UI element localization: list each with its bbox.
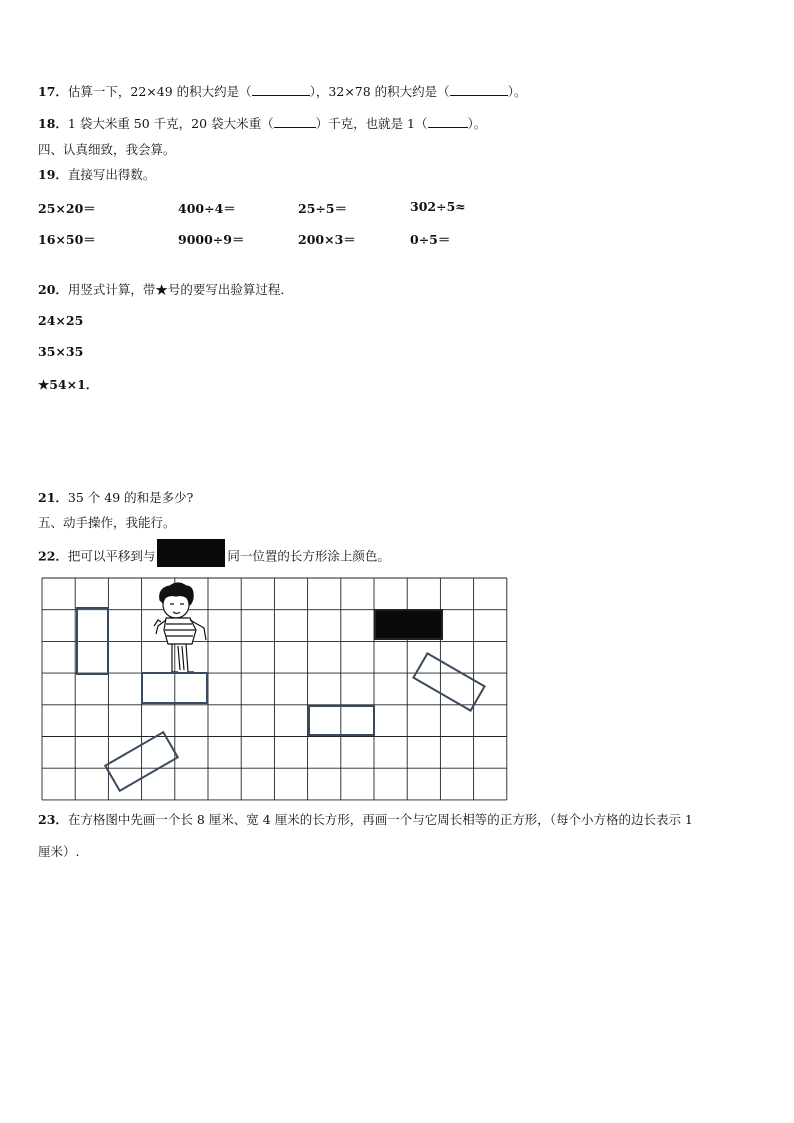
question-number: 22． [38,548,68,564]
question-text: 把可以平移到与 [67,548,156,564]
grid-rectangles [77,608,485,791]
horizontal-rectangle-middle[interactable] [309,706,374,735]
question-text: 直接写出得数。 [67,167,156,182]
calc-item: 0÷5＝ [410,232,451,247]
section-heading-4: 四、认真细致，我会算。 [38,142,176,157]
calc-item: 200×3＝ [298,232,356,247]
boy-figure [154,583,206,672]
question-number: 17． [38,84,68,99]
question-number: 18． [38,116,68,131]
boy-leg-detail [178,646,184,670]
calc-item: 25÷5＝ [298,201,348,216]
calc-item: 9000÷9＝ [178,232,245,247]
question-23 [38,812,693,828]
question-number: 19． [38,167,68,182]
vertical-calc-item: 24×25 [38,313,84,328]
calc-item: 400÷4＝ [178,201,236,216]
question-text: 同一位置的长方形涂上颜色。 [227,548,390,564]
section-heading-5: 五、动手操作，我能行。 [38,515,176,530]
boy-leg-right [186,644,194,672]
question-text: ），32×78 的积大约是（ [309,84,450,99]
vertical-calc-item: 35×35 [38,344,84,359]
boy-body [164,618,196,644]
question-text: 1 袋大米重 50 千克，20 袋大米重（ [67,116,274,131]
calc-item: 16×50＝ [38,232,96,247]
question-text: 用竖式计算，带★号的要写出验算过程． [67,282,293,297]
vertical-calc-item: ★54×1． [38,377,99,392]
question-text: ）。 [467,116,487,131]
calc-item: 25×20＝ [38,201,96,216]
question-text: 估算一下，22×49 的积大约是（ [67,84,252,99]
question-number: 20． [38,282,68,297]
question-text: ）千克，也就是 1（ [315,116,428,131]
question-text: 35 个 49 的和是多少? [67,490,194,505]
black-rectangle[interactable] [375,610,442,639]
question-text: ）。 [507,84,527,99]
question-number: 21． [38,490,68,505]
calc-item: 302÷5≈ [410,199,466,214]
question-number: 23． [38,812,68,827]
question-text: 在方格图中先画一个长 8 厘米、宽 4 厘米的长方形，再画一个与它周长相等的正方形，（每个小方格的边长表示 1 [67,812,693,827]
question-23-continued: 厘米）. [38,844,80,859]
